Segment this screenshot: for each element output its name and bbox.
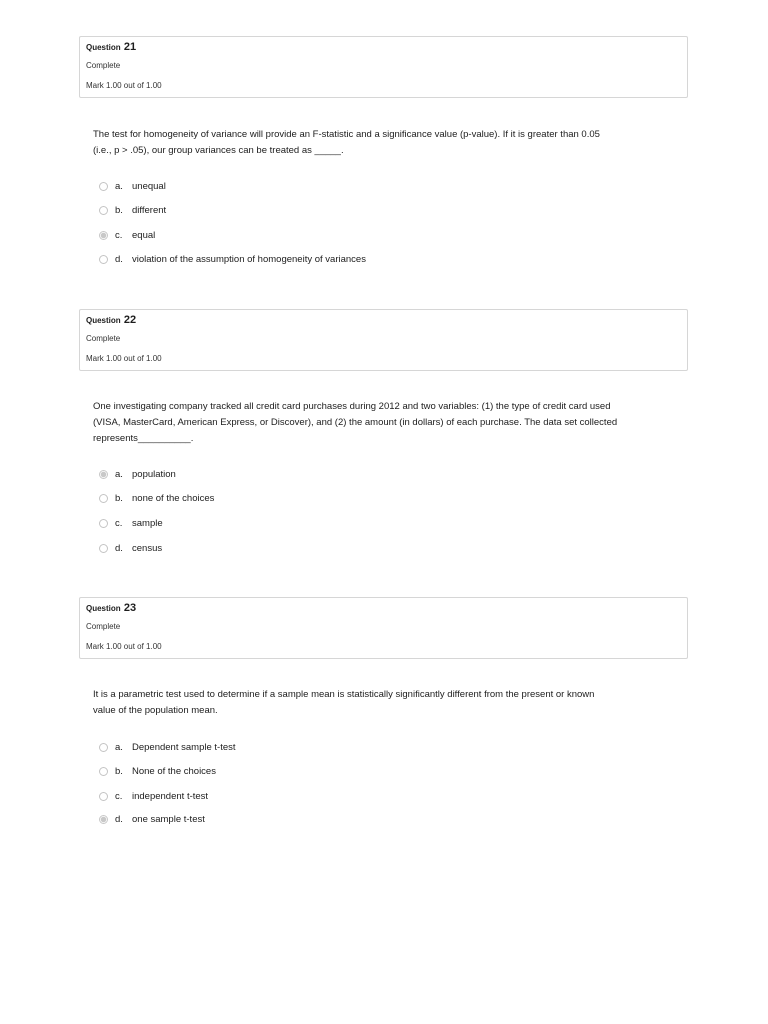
option-label: violation of the assumption of homogeneity of variances — [132, 254, 366, 265]
option-letter: a. — [115, 181, 123, 192]
radio-button[interactable] — [99, 494, 108, 503]
option-letter: d. — [115, 543, 123, 554]
radio-button[interactable] — [99, 792, 108, 801]
option-letter: c. — [115, 518, 123, 529]
question-text-line: One investigating company tracked all credit card purchases during 2012 and two variables: (1) the type of credit card used — [93, 401, 611, 412]
option-letter: a. — [115, 469, 123, 480]
question-text-line: The test for homogeneity of variance will provide an F-statistic and a significance value (p-value). If it is greater than 0.05 — [93, 129, 600, 140]
question-number: Question 22 — [86, 314, 137, 326]
question-text-line: It is a parametric test used to determine if a sample mean is statistically significantly different from the present or known — [93, 689, 595, 700]
question-number: Question 21 — [86, 41, 137, 53]
answer-option[interactable] — [99, 764, 499, 780]
answer-option[interactable] — [99, 789, 499, 805]
question-number: Question 23 — [86, 602, 137, 614]
answer-option[interactable] — [99, 740, 499, 756]
question-text-line: (i.e., p > .05), our group variances can be treated as _____. — [93, 145, 344, 156]
radio-button[interactable] — [99, 519, 108, 528]
answer-option[interactable] — [99, 491, 499, 507]
option-label: different — [132, 205, 167, 216]
answer-option[interactable] — [99, 179, 499, 195]
answer-option[interactable] — [99, 812, 499, 828]
option-letter: b. — [115, 205, 123, 216]
answer-option[interactable] — [99, 516, 499, 532]
question-state: Complete — [86, 622, 121, 631]
option-letter: d. — [115, 254, 123, 265]
answer-option[interactable] — [99, 228, 499, 244]
option-label: none of the choices — [132, 493, 215, 504]
option-label: Dependent sample t-test — [132, 742, 236, 753]
question-state: Complete — [86, 334, 121, 343]
option-letter: c. — [115, 230, 123, 241]
question-grade: Mark 1.00 out of 1.00 — [86, 642, 162, 651]
option-label: unequal — [132, 181, 166, 192]
question-grade: Mark 1.00 out of 1.00 — [86, 354, 162, 363]
option-label: equal — [132, 230, 156, 241]
answer-option[interactable] — [99, 203, 499, 219]
question-text-line: value of the population mean. — [93, 705, 218, 716]
option-letter: b. — [115, 493, 123, 504]
answer-option[interactable] — [99, 467, 499, 483]
question-text — [93, 127, 668, 159]
radio-button[interactable] — [99, 544, 108, 553]
radio-button[interactable] — [99, 255, 108, 264]
option-letter: a. — [115, 742, 123, 753]
radio-button-selected[interactable] — [99, 815, 108, 824]
radio-button-selected[interactable] — [99, 231, 108, 240]
radio-button[interactable] — [99, 206, 108, 215]
question-grade: Mark 1.00 out of 1.00 — [86, 81, 162, 90]
option-letter: d. — [115, 814, 123, 825]
option-label: population — [132, 469, 176, 480]
answer-option[interactable] — [99, 541, 499, 557]
question-state: Complete — [86, 61, 121, 70]
option-label: census — [132, 543, 163, 554]
question-text-line: represents__________. — [93, 433, 194, 444]
radio-button-selected[interactable] — [99, 470, 108, 479]
question-info-box — [79, 597, 688, 659]
question-text — [93, 399, 668, 447]
radio-button[interactable] — [99, 182, 108, 191]
answer-option[interactable] — [99, 252, 499, 268]
option-label: independent t-test — [132, 791, 209, 802]
radio-button[interactable] — [99, 743, 108, 752]
question-text — [93, 687, 668, 719]
question-text-line: (VISA, MasterCard, American Express, or Discover), and (2) the amount (in dollars) of each purchase. The data set collected — [93, 417, 618, 428]
option-letter: c. — [115, 791, 123, 802]
option-label: one sample t-test — [132, 814, 205, 825]
radio-button[interactable] — [99, 767, 108, 776]
option-letter: b. — [115, 766, 123, 777]
question-info-box — [79, 36, 688, 98]
question-info-box — [79, 309, 688, 371]
option-label: None of the choices — [132, 766, 216, 777]
option-label: sample — [132, 518, 163, 529]
